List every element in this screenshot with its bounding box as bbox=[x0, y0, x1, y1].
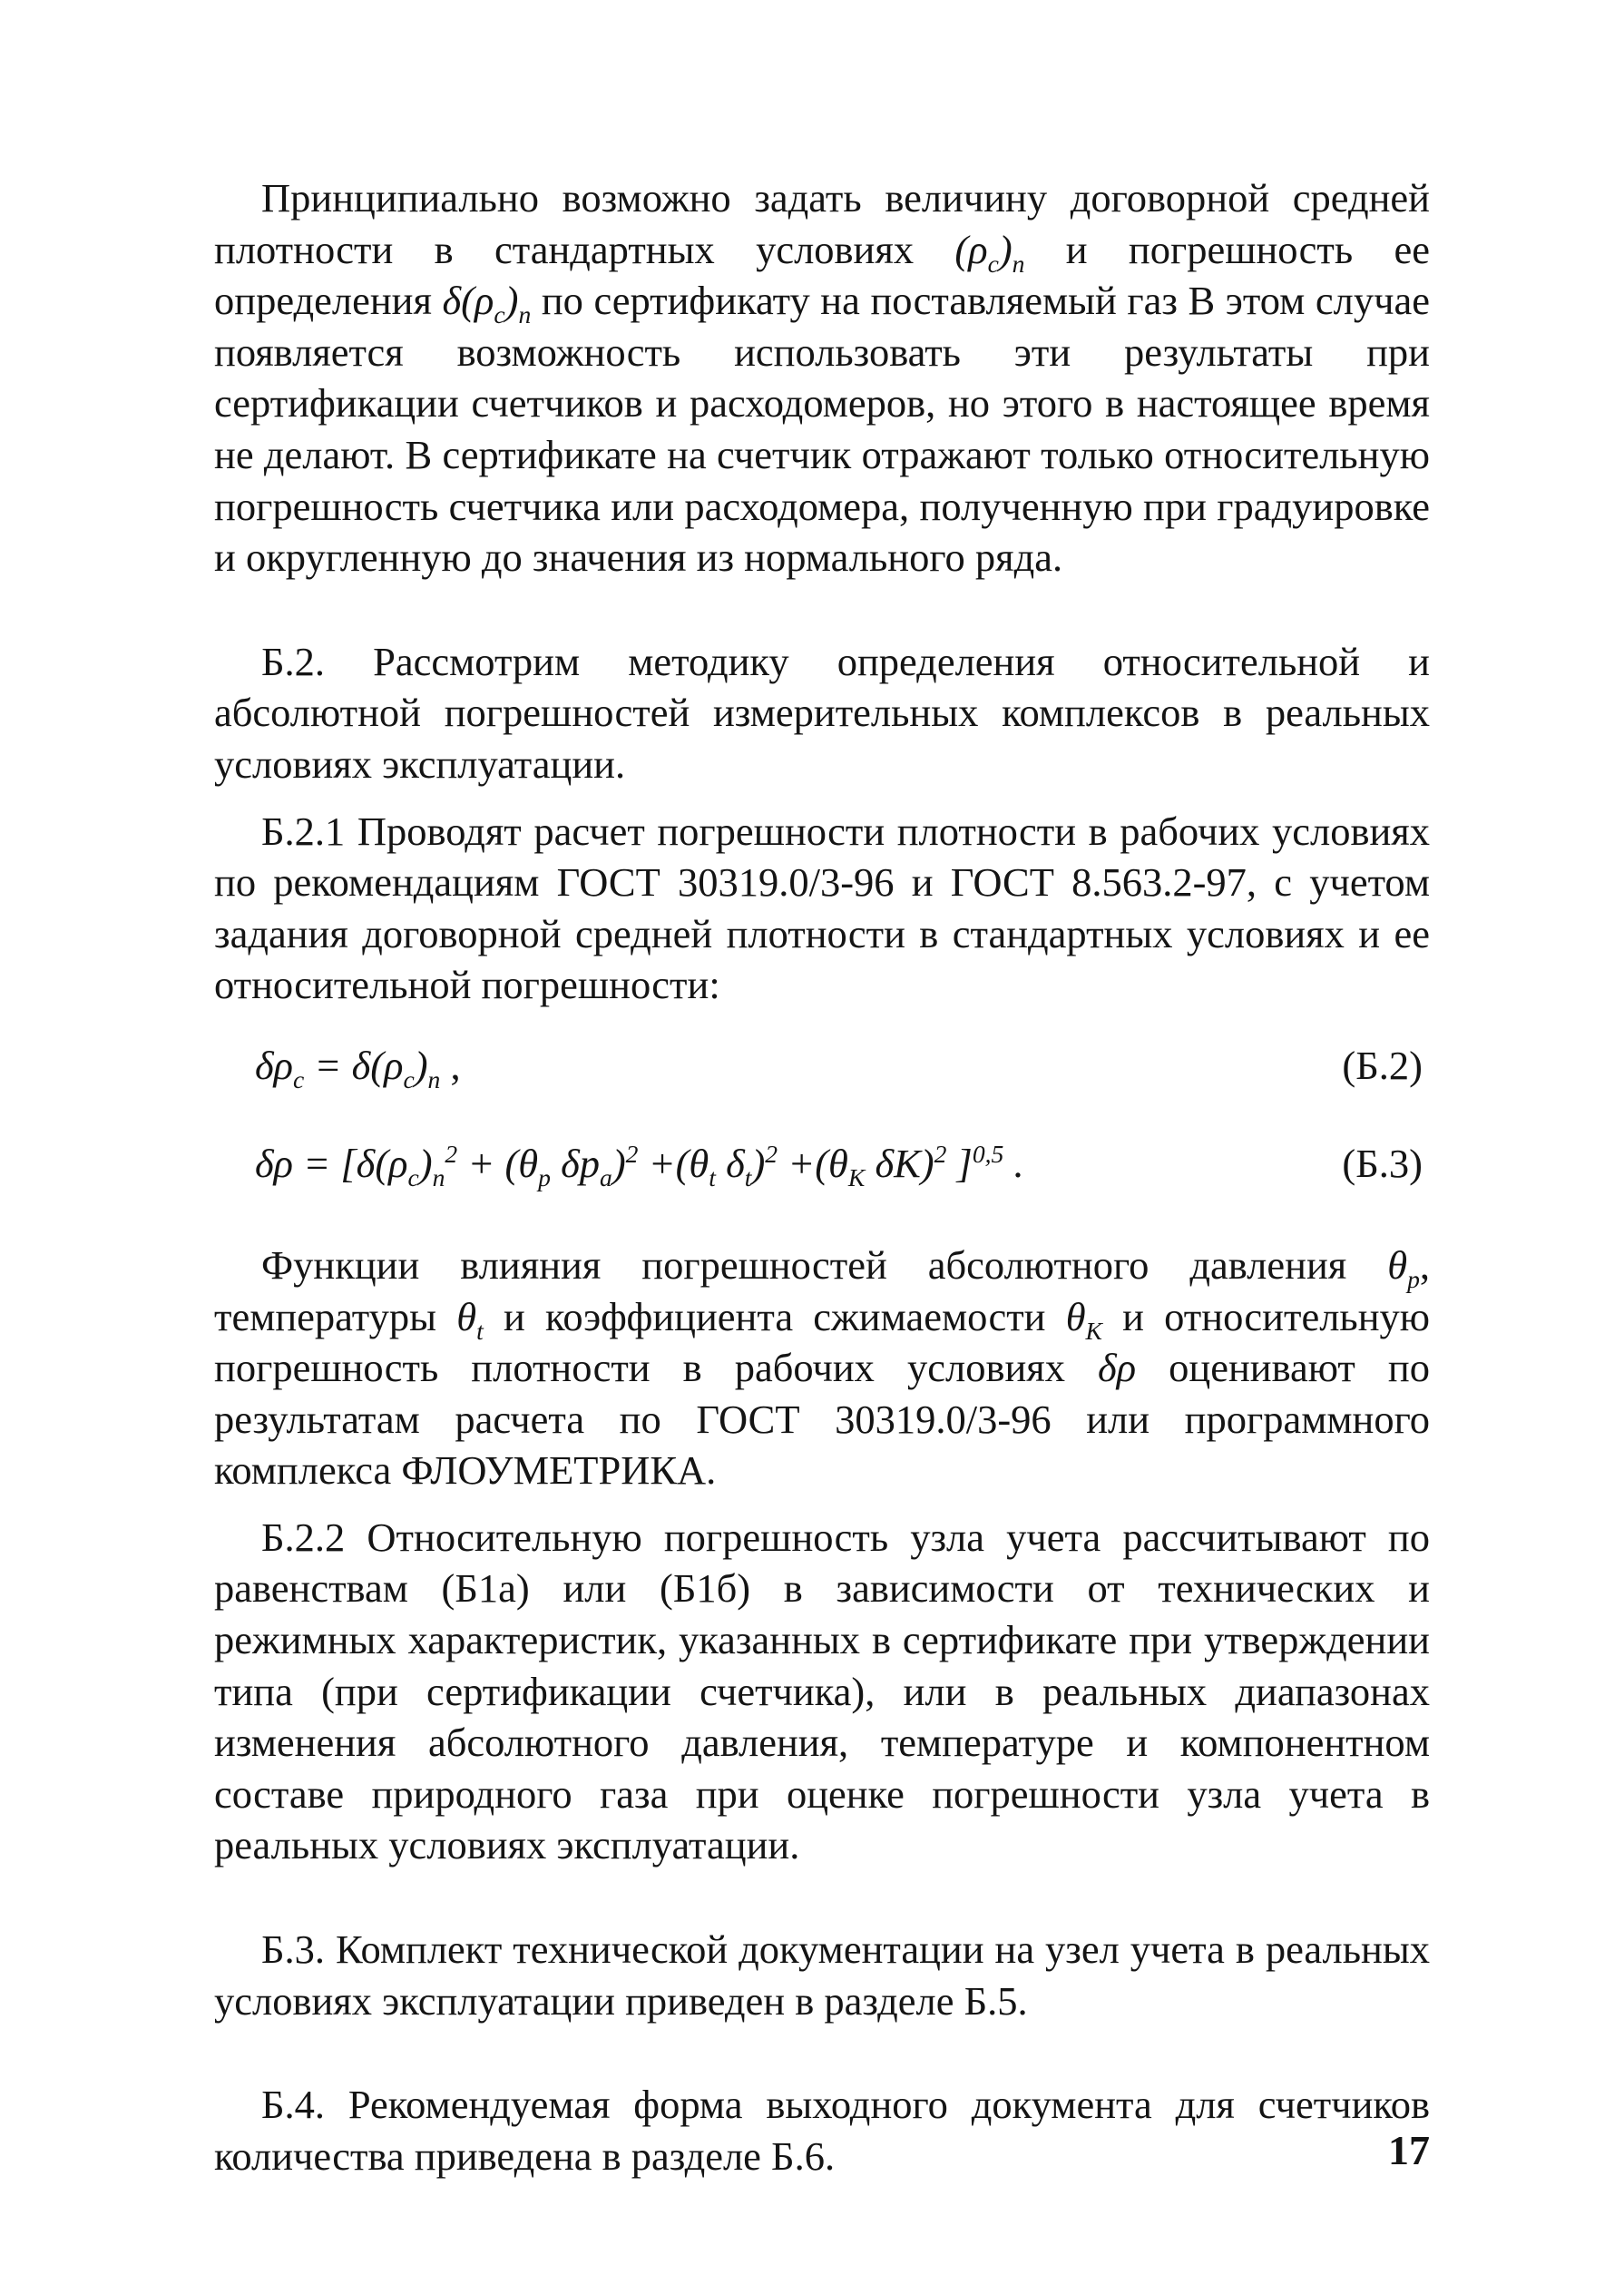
theta-p: $\theta_p$ bbox=[1387, 1241, 1420, 1293]
intro-text-3: по сертификату на поставляемый газ В этом случае появляется возможность использовать эти результаты при сертификации счетчиков и расходомеров, но этого в настоящее время не делают. В сертификате на счетчик отражают только относительную погрешность счетчика или расходомера, полученную при градуировке и округленную до значения из нормального ряда. bbox=[214, 278, 1430, 581]
rho-c-n: $(\rho_c)_n$ bbox=[954, 226, 1025, 278]
page-number: 17 bbox=[1388, 2127, 1430, 2173]
section-b4: Б.4. Рекомендуемая форма выходного документа для счетчиков количества приведена в разделе Б.6. bbox=[214, 2082, 1430, 2179]
delta-rho: δρ bbox=[1098, 1345, 1137, 1391]
section-b21: Б.2.1 Проводят расчет погрешности плотности в рабочих условиях по рекомендациям ГОСТ 30319.0/3-96 и ГОСТ 8.563.2-97, с учетом задания договорной средней плотности в стандартных условиях и ее относительной погрешности: bbox=[214, 808, 1430, 1008]
theta-k: $\theta_K$ bbox=[1065, 1293, 1102, 1345]
section-b22: Б.2.2 Относительную погрешность узла учета рассчитывают по равенствам (Б1а) или (Б1б) в зависимости от технических и режимных характеристик, указанных в сертификате при утверждении типа (при сертификации счетчика), или в реальных диапазонах изменения абсолютного давления, температуре и компонентном составе природного газа при оценке погрешности узла учета в реальных условиях эксплуатации. bbox=[214, 1514, 1430, 1868]
delta-rho-c-n: $\delta(\rho_c)_n$ bbox=[442, 278, 532, 329]
section-b2: Б.2. Рассмотрим методику определения относительной и абсолютной погрешностей измерительных комплексов в реальных условиях эксплуатации. bbox=[214, 638, 1430, 787]
section-b3: Б.3. Комплект технической документации на узел учета в реальных условиях эксплуатации приведен в разделе Б.5. bbox=[214, 1926, 1430, 2024]
formula-b3 bbox=[214, 1129, 1430, 1201]
formula-b2 bbox=[214, 1031, 1430, 1103]
formula-b3-expression: $\delta\rho = [\delta(\rho_c)_n^2 + (\theta_p$ $\delta p_a)^2 +(\theta_t$ $\delta_t)^2 +(\theta_K$ δK)$^2$ ]$^{0,5}$ . bbox=[255, 1140, 1024, 1191]
formula-b2-number: (Б.2) bbox=[1342, 1042, 1423, 1088]
formula-b3-number: (Б.3) bbox=[1342, 1140, 1423, 1186]
influence-paragraph: Функции влияния погрешностей абсолютного давления $\theta_p$, температуры $\theta_t$ и коэффициента сжимаемости $\theta_K$ и относительную погрешность плотности в рабочих условиях δρ оценивают по результатам расчета по ГОСТ 30319.0/3-96 или программного комплекса ФЛОУМЕТРИКА. bbox=[214, 1241, 1430, 1494]
formula-b2-expression: $\delta\rho_c = \delta(\rho_c)_n$ , bbox=[255, 1042, 461, 1093]
intro-paragraph bbox=[214, 172, 1430, 583]
intro-text-1: Принципиально возможно задать величину договорной средней плотности в стандартных условиях bbox=[214, 175, 1430, 272]
intro-text-2: и погрешность ее определения bbox=[214, 226, 1430, 324]
document-page bbox=[214, 172, 1430, 2181]
theta-t: $\theta_t$ bbox=[456, 1293, 484, 1345]
